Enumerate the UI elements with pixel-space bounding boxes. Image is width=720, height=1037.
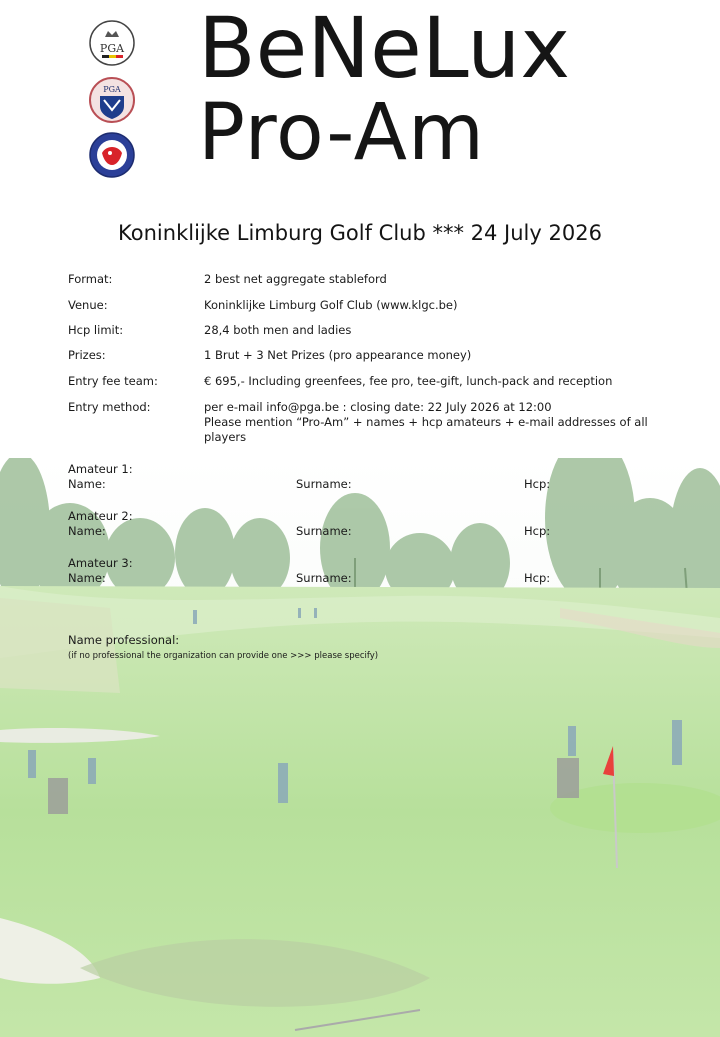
pga-belgium-logo [88, 19, 136, 67]
name-field-label: Name: [68, 571, 106, 585]
detail-value: 28,4 both men and ladies [204, 323, 352, 337]
detail-label: Venue: [68, 298, 108, 312]
hcp-field-label: Hcp: [524, 477, 551, 491]
event-title-benelux: BeNeLux [198, 0, 571, 97]
detail-value: Koninklijke Limburg Golf Club (www.klgc.be) [204, 298, 458, 312]
name-field-label: Name: [68, 524, 106, 538]
detail-label: Format: [68, 272, 113, 286]
professional-note: (if no professional the organization can provide one >>> please specify) [68, 651, 379, 661]
detail-value: 2 best net aggregate stableford [204, 272, 387, 286]
professional-name-label: Name professional: [68, 633, 180, 647]
amateur-heading: Amateur 1: [68, 462, 133, 476]
pga-holland-logo [88, 76, 136, 124]
svg-text:PGA: PGA [103, 85, 121, 94]
amateur-heading: Amateur 2: [68, 509, 133, 523]
detail-value: 1 Brut + 3 Net Prizes (pro appearance money) [204, 348, 472, 362]
event-subtitle: Koninklijke Limburg Golf Club *** 24 July 2026 [118, 221, 602, 245]
surname-field-label: Surname: [296, 524, 352, 538]
surname-field-label: Surname: [296, 571, 352, 585]
amateur-heading: Amateur 3: [68, 556, 133, 570]
golf-course-background [0, 458, 720, 1037]
name-field-label: Name: [68, 477, 106, 491]
detail-value: € 695,- Including greenfees, fee pro, tee-gift, lunch-pack and reception [204, 374, 613, 388]
detail-label: Entry method: [68, 400, 151, 414]
detail-label: Hcp limit: [68, 323, 124, 337]
detail-label: Prizes: [68, 348, 106, 362]
hcp-field-label: Hcp: [524, 571, 551, 585]
detail-value-note: Please mention “Pro-Am” + names + hcp amateurs + e-mail addresses of all players [204, 415, 648, 444]
event-title-pro-am: Pro-Am [198, 88, 485, 178]
surname-field-label: Surname: [296, 477, 352, 491]
detail-label: Entry fee team: [68, 374, 158, 388]
svg-text:PGA: PGA [99, 42, 125, 55]
pga-luxembourg-logo [88, 131, 136, 179]
detail-value: per e-mail info@pga.be : closing date: 22 July 2026 at 12:00 [204, 400, 552, 414]
hcp-field-label: Hcp: [524, 524, 551, 538]
